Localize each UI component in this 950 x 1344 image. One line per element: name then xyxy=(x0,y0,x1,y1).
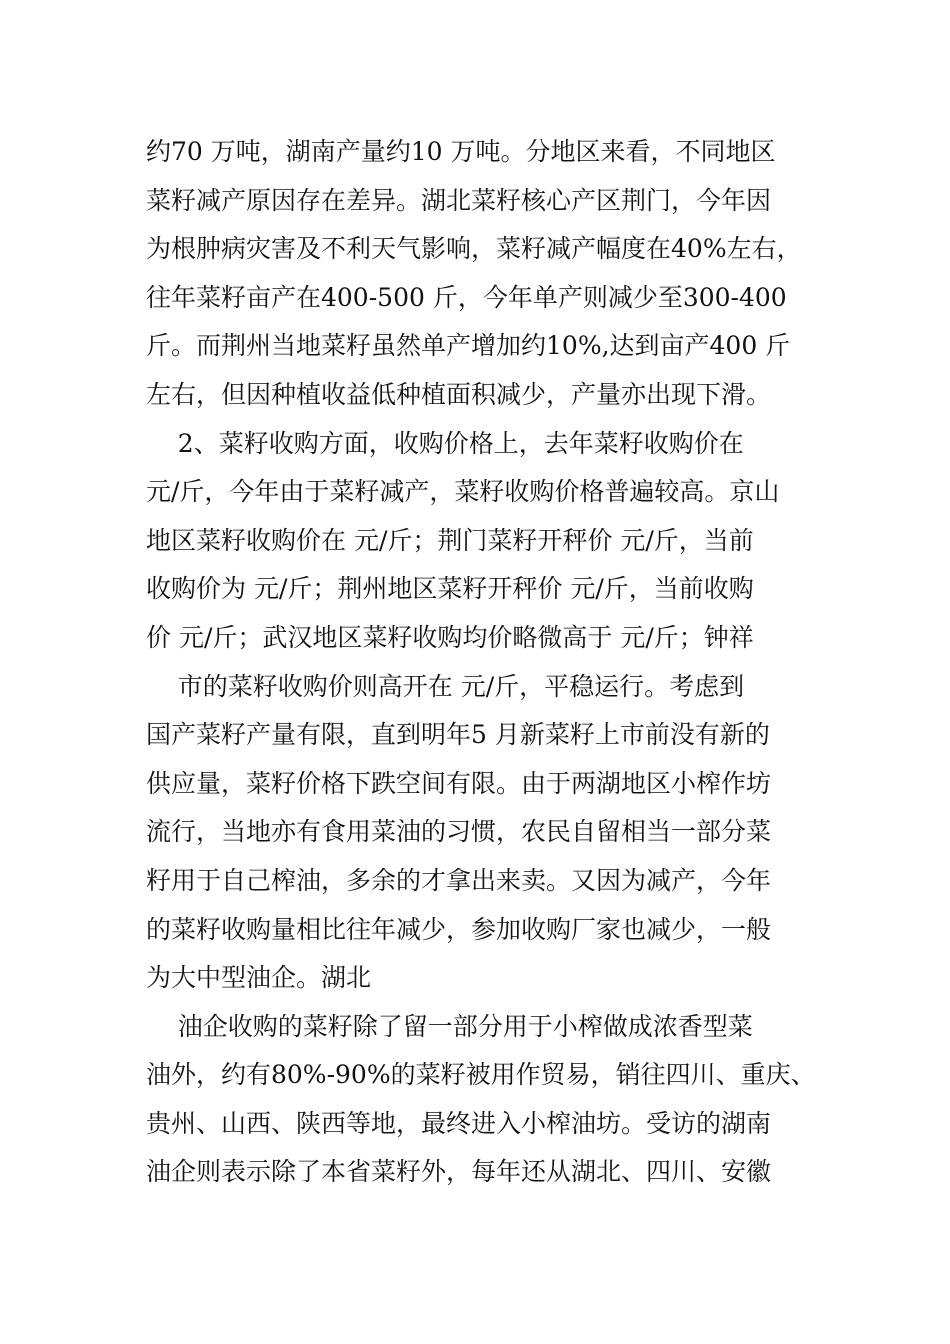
text-line: 约70 万吨，湖南产量约10 万吨。分地区来看，不同地区 xyxy=(146,137,776,166)
text-line: 油外，约有80%-90%的菜籽被用作贸易，销往四川、重庆、 xyxy=(146,1060,816,1090)
text-line: 收购价为 元/斤；荆州地区菜籽开秤价 元/斤，当前收购 xyxy=(146,574,754,604)
text-line: 为根肿病灾害及不利天气影响，菜籽减产幅度在40%左右， xyxy=(146,234,802,264)
text-line: 贵州、山西、陕西等地，最终进入小榨油坊。受访的湖南 xyxy=(146,1108,772,1138)
text-line: 价 元/斤；武汉地区菜籽收购均价略微高于 元/斤；钟祥 xyxy=(146,622,754,652)
text-line: 为大中型油企。湖北 xyxy=(146,963,372,993)
text-line: 地区菜籽收购价在 元/斤；荆门菜籽开秤价 元/斤，当前 xyxy=(146,525,754,555)
text-line: 籽用于自己榨油，多余的才拿出来卖。又因为减产，今年 xyxy=(146,865,772,895)
text-line: 斤。而荆州当地菜籽虽然单产增加约10%,达到亩产400 斤 xyxy=(146,331,791,361)
text-line: 油企则表示除了本省菜籽外，每年还从湖北、四川、安徽 xyxy=(146,1157,772,1187)
text-line: 国产菜籽产量有限，直到明年5 月新菜籽上市前没有新的 xyxy=(146,720,770,750)
body-text xyxy=(146,128,816,1197)
text-line: 供应量，菜籽价格下跌空间有限。由于两湖地区小榨作坊 xyxy=(146,768,772,798)
text-line: 2、菜籽收购方面，收购价格上，去年菜籽收购价在 xyxy=(146,428,744,458)
text-line: 左右，但因种植收益低种植面积减少，产量亦出现下滑。 xyxy=(146,379,772,409)
text-line: 油企收购的菜籽除了留一部分用于小榨做成浓香型菜 xyxy=(146,1011,753,1041)
text-line: 市的菜籽收购价则高开在 元/斤，平稳运行。考虑到 xyxy=(146,671,745,701)
text-line: 的菜籽收购量相比往年减少，参加收购厂家也减少，一般 xyxy=(146,914,772,944)
text-line: 元/斤，今年由于菜籽减产，菜籽收购价格普遍较高。京山 xyxy=(146,477,780,507)
text-line: 往年菜籽亩产在400-500 斤，今年单产则减少至300-400 xyxy=(146,282,787,312)
text-line: 菜籽减产原因存在差异。湖北菜籽核心产区荆门，今年因 xyxy=(146,185,772,215)
text-line: 流行，当地亦有食用菜油的习惯，农民自留相当一部分菜 xyxy=(146,817,772,847)
